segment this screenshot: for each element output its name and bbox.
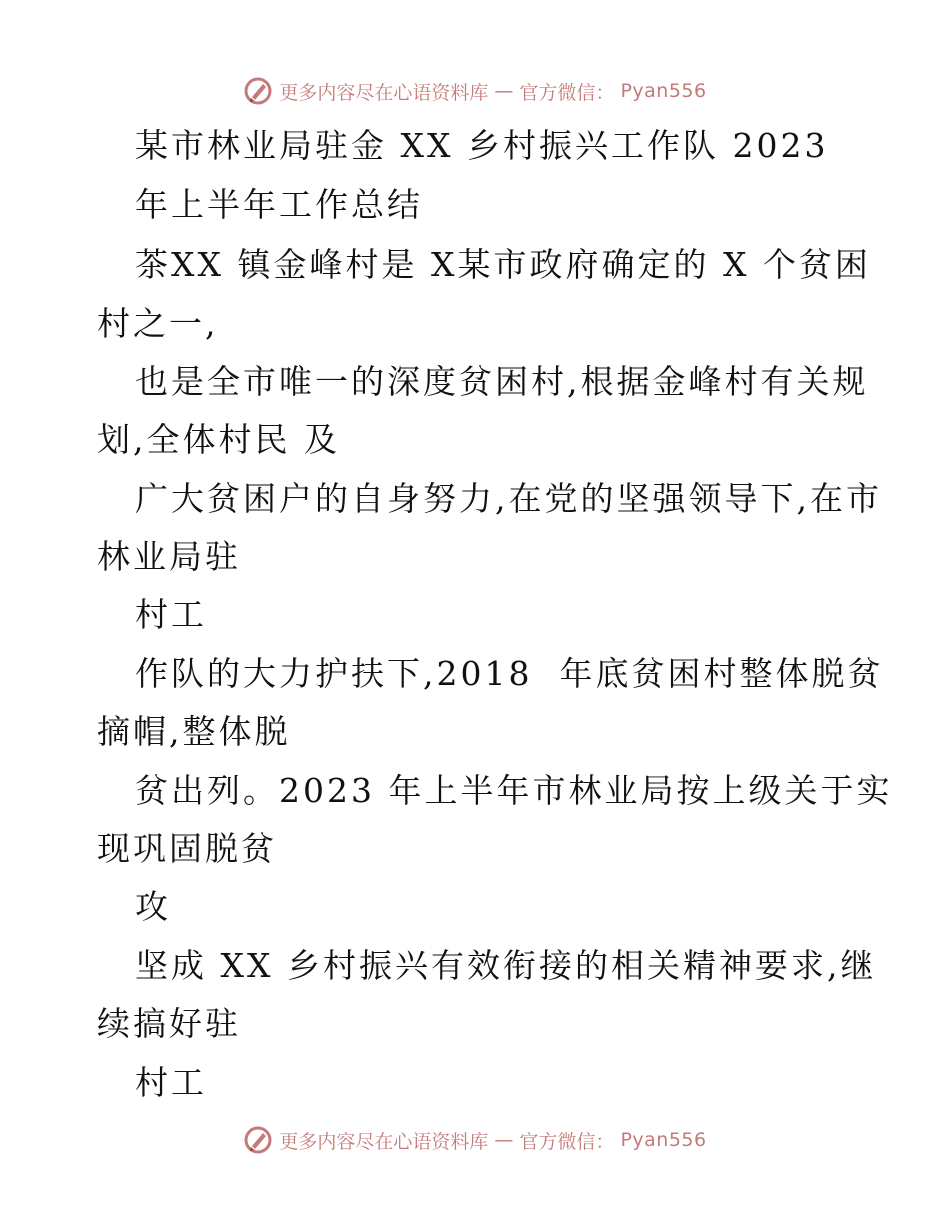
pen-logo-icon [243, 1125, 273, 1155]
doc-text-line: 村工 [135, 1063, 207, 1102]
watermark-text: 更多内容尽在心语资料库 [279, 81, 489, 104]
doc-text-line: 划,全体村民 及 [97, 420, 340, 459]
doc-text-line: 攻 [135, 887, 171, 926]
watermark-separator: — [494, 1129, 514, 1151]
watermark-text: 更多内容尽在心语资料库 [279, 1130, 489, 1153]
doc-text-line: 续搞好驻 [97, 1004, 241, 1043]
doc-text-line: 现巩固脱贫 [97, 829, 277, 868]
doc-text-line: 作队的大力护扶下,2018 年底贫困村整体脱贫 [135, 654, 884, 693]
doc-title-line-1: 某市林业局驻金 XX 乡村振兴工作队 2023 [135, 126, 829, 165]
watermark-banner-bottom [0, 1120, 950, 1160]
doc-text-line: 摘帽,整体脱 [97, 712, 291, 751]
doc-title-line-2: 年上半年工作总结 [135, 185, 423, 224]
watermark-wechat-label: 官方微信： [519, 1130, 615, 1153]
doc-text-line: 广大贫困户的自身努力,在党的坚强领导下,在市 [135, 479, 882, 518]
doc-text-line: 茶XX 镇金峰村是 X某市政府确定的 X 个贫困 [135, 245, 871, 284]
doc-text-line: 村之一, [97, 304, 219, 343]
watermark-separator: — [494, 80, 514, 102]
doc-text-line: 也是全市唯一的深度贫困村,根据金峰村有关规 [135, 362, 869, 401]
doc-text-line: 坚成 XX 乡村振兴有效衔接的相关精神要求,继 [135, 946, 877, 985]
watermark-wechat-id: Pyan556 [620, 1129, 707, 1151]
doc-text-line: 村工 [135, 595, 207, 634]
watermark-wechat-id: Pyan556 [620, 80, 707, 102]
doc-text-line: 林业局驻 [97, 537, 241, 576]
watermark-wechat-label: 官方微信： [519, 81, 615, 104]
doc-text-line: 贫出列。2023 年上半年市林业局按上级关于实 [135, 771, 893, 810]
